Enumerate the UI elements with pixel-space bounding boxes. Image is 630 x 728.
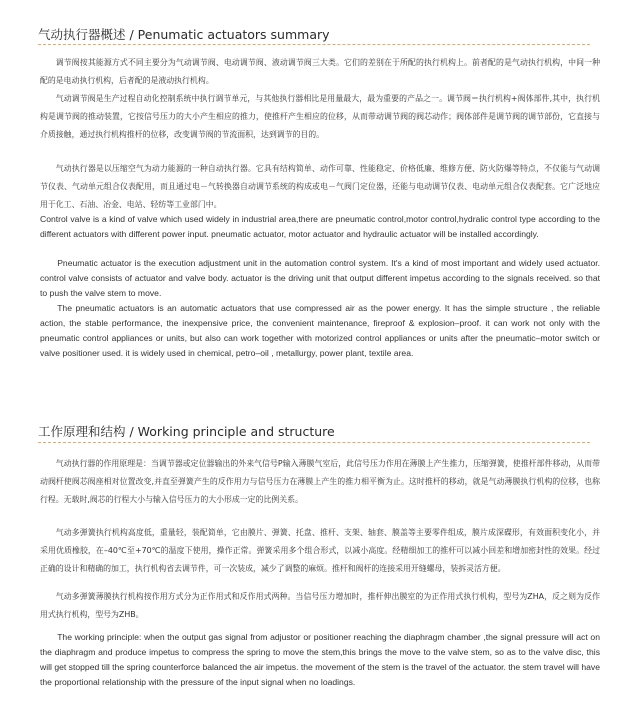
en-paragraph: Control valve is a kind of valve which used widely in industrial area,there are pneumatic control,motor control,hydralic control type according to the different actuators with different power input. pneumatic actuator, motor actuator and hydraulic actuator will be installed accordingly.: [40, 214, 600, 239]
zh-paragraph: 气动执行器是以压缩空气为动力能源的一种自动执行器。它具有结构简单、动作可靠、性能稳定、价格低廉、维修方便、防火防爆等特点，不仅能与气动调节仪表、气动单元组合仪表配用，而且通过电－气转换器自动调节系统的构成或电－气阀门定位器，还能与电动调节仪表、电动单元组合仪表配套。它广泛地应用于化工、石油、冶金、电站、轻纺等工业部门中。: [40, 164, 600, 209]
zh-paragraph: 气动多弹簧执行机构高度低，重量轻，装配简单，它由膜片、弹簧、托盘、推杆、支架、轴套、膜盖等主要零件组成，膜片成深碟形，有效面积变化小，并采用优质橡胶，在–40℃至+70℃的温度下使用，操作正常。弹簧采用多个组合形式，以减小高度。经精细加工的推杆可以减小回差和增加密封性的效果。经过正确的设计和精确的加工，执行机构省去调节件，可一次装成，减少了调整的麻烦。推杆和阀杆的连接采用开缝螺母，装拆灵活方便。: [40, 528, 600, 573]
zh-paragraph: 气动调节阀是生产过程自动化控制系统中执行调节单元，与其他执行器相比是用量最大，最为重要的产品之一。调节阀＝执行机构+阀体部件,其中，执行机构是调节阀的推动装置，它按信号压力的大小产生相应的推力，使推杆产生相应的位移，从而带动调节阀的阀芯动作；阀体部件是调节阀的调节部份，它直接与介质接触，通过执行机构推杆的位移，改变调节阀的节流面积，达到调节的目的。: [40, 94, 600, 139]
zh-paragraph: 调节阀按其能源方式不同主要分为气动调节阀、电动调节阀、液动调节阀三大类。它们的差别在于所配的执行机构上。前者配的是气动执行机构，中间一种配的是电动执行机构，后者配的是液动执行机构。: [40, 58, 600, 85]
section-title-summary: 气动执行器概述 / Penumatic actuators summary: [38, 27, 330, 42]
en-paragraph: The working principle: when the output gas signal from adjustor or positioner reaching the diaphragm chamber ,the signal pressure will act on the diaphragm and produce impetus to compress the spring to move the stem,this brings the move to the valve stem, so as to the valve disc, this will get stopped till the spring counterforce balanced the air impetus. the movement of the stem is the travel of the actuator. the stem travel will have the proportional relationship with the pressure of the input signal when no loadings.: [40, 632, 600, 687]
en-paragraph: Pneumatic actuator is the execution adjustment unit in the automation control system. It's a kind of most important and widely used actuator. control valve consists of actuator and valve body. actuator is the driving unit that output different impetus according to the signals received. so that to push the valve stem to move.: [40, 258, 600, 298]
section-title-working-principle: 工作原理和结构 / Working principle and structure: [38, 424, 335, 439]
section-divider: [38, 44, 590, 45]
section-divider: [38, 442, 590, 443]
zh-paragraph: 气动执行器的作用原理是：当调节器或定位器输出的外来气信号P输入薄膜气室后，此信号压力作用在薄膜上产生推力，压缩弹簧，使推杆部件移动，从而带动阀杆使阀芯阀座相对位置改变,并直至弹簧产生的反作用力与信号压力在薄膜上产生的推力相平衡为止。这时推杆的移动，就是气动薄膜执行机构的位移，也称行程。无载时,阀芯的行程大小与输入信号压力的大小形成一定的比例关系。: [40, 459, 600, 504]
zh-paragraph: 气动多弹簧薄膜执行机构按作用方式分为正作用式和反作用式两种。当信号压力增加时，推杆伸出膜室的为正作用式执行机构，型号为ZHA，反之则为反作用式执行机构，型号为ZHB。: [40, 592, 600, 619]
en-paragraph: The pneumatic actuators is an automatic actuators that use compressed air as the power energy. It has the simple structure , the reliable action, the stable performance, the inexpensive price, the convenient maintenance, fireproof & explosion–proof. it can work not only with the pneumatic control appliances or units, but also can work together with motorized control appliances or units after the pneumatic–motor switch or valve positioner used. it is widely used in chemical, petro–oil , metallurgy, power plant, textile area.: [40, 303, 600, 358]
